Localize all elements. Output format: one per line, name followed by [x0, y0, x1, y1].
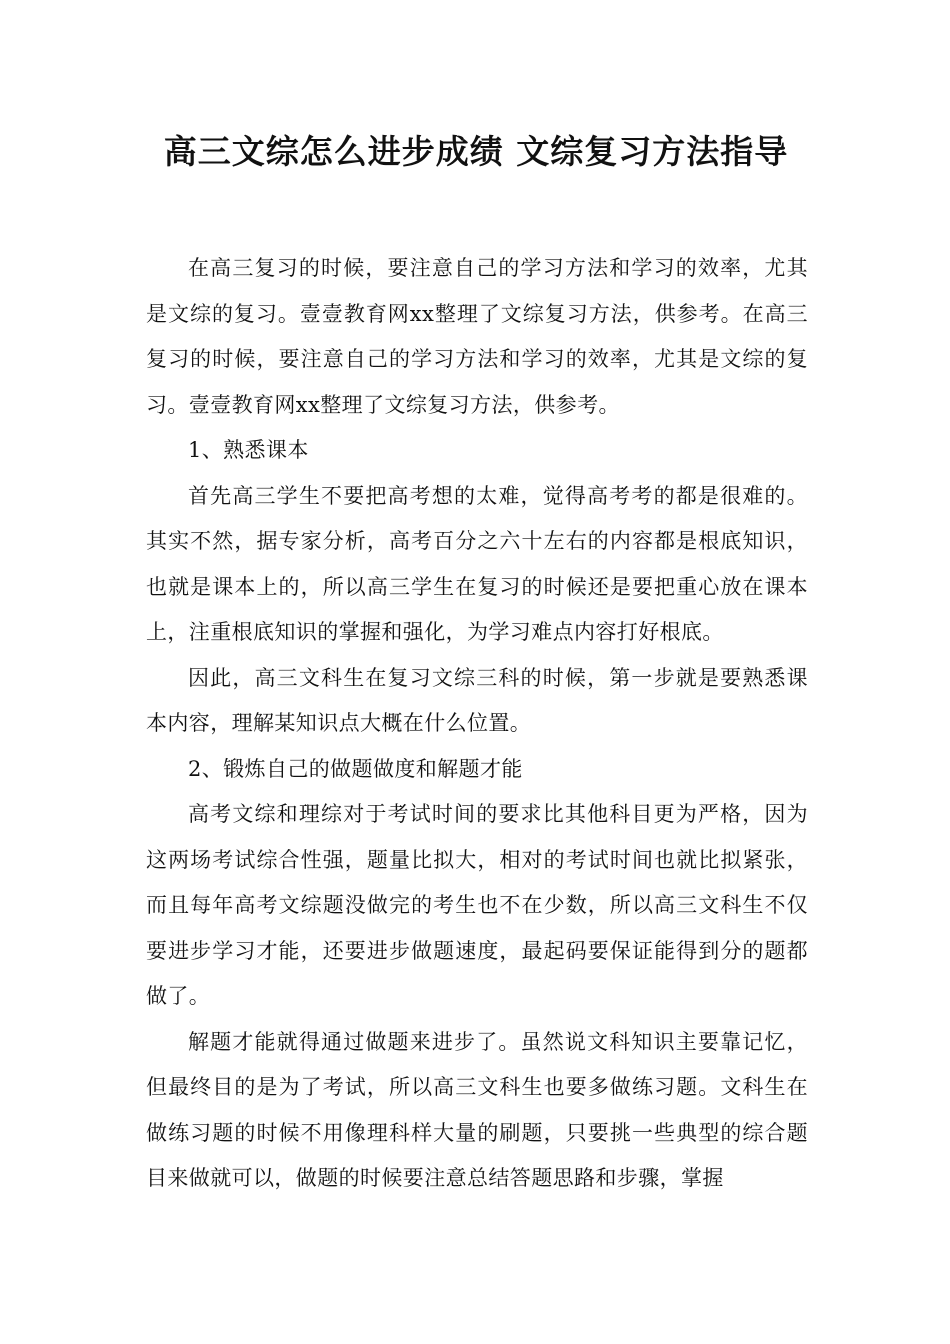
intro-paragraph: 在高三复习的时候，要注意自己的学习方法和学习的效率，尤其是文综的复习。壹壹教育网xx整理了文综复习方法，供参考。在高三复习的时候，要注意自己的学习方法和学习的效率，尤其是文综的复习。壹壹教育网xx整理了文综复习方法，供参考。: [146, 256, 808, 417]
section-heading-1: 1、熟悉课本: [188, 438, 309, 462]
section2-paragraph-1: 高考文综和理综对于考试时间的要求比其他科目更为严格，因为这两场考试综合性强，题量比拟大，相对的考试时间也就比拟紧张，而且每年高考文综题没做完的考生也不在少数，所以高三文科生不仅要进步学习才能，还要进步做题速度，最起码要保证能得到分的题都做了。: [146, 802, 808, 1008]
section1-paragraph-2: 因此，高三文科生在复习文综三科的时候，第一步就是要熟悉课本内容，理解某知识点大概在什么位置。: [146, 665, 808, 735]
document-title: 高三文综怎么进步成绩 文综复习方法指导: [163, 132, 789, 171]
document-body: [146, 246, 808, 1202]
section2-paragraph-2: 解题才能就得通过做题来进步了。虽然说文科知识主要靠记忆，但最终目的是为了考试，所以高三文科生也要多做练习题。文科生在做练习题的时候不用像理科样大量的刷题，只要挑一些典型的综合题目来做就可以，做题的时候要注意总结答题思路和步骤，掌握: [146, 1029, 808, 1190]
section1-paragraph-1: 首先高三学生不要把高考想的太难，觉得高考考的都是很难的。其实不然，据专家分析，高考百分之六十左右的内容都是根底知识，也就是课本上的，所以高三学生在复习的时候还是要把重心放在课本上，注重根底知识的掌握和强化，为学习难点内容打好根底。: [146, 483, 808, 644]
section-heading-2: 2、锻炼自己的做题做度和解题才能: [188, 756, 523, 781]
